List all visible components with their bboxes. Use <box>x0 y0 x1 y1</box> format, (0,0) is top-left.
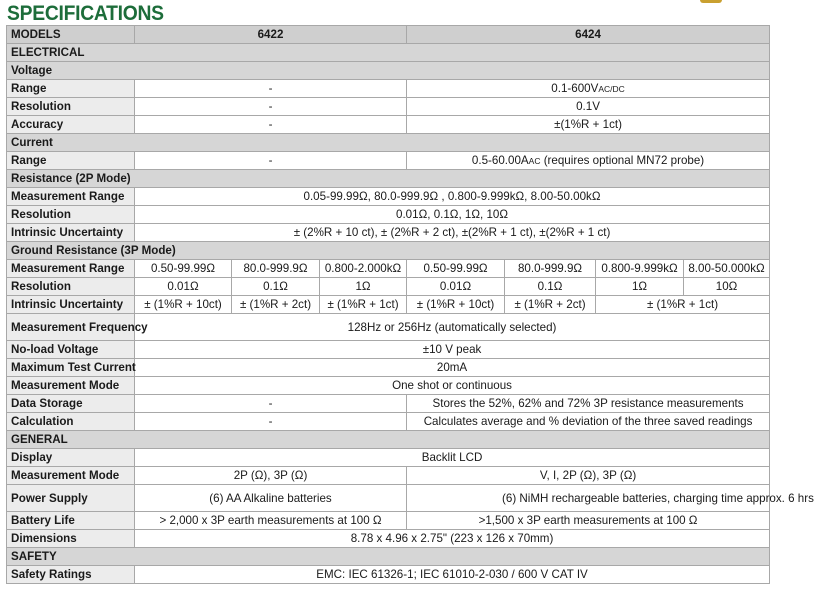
row-label: Safety Ratings <box>7 566 135 584</box>
cell-value: ± (1%R + 1ct) <box>596 296 770 314</box>
cell-6424: 0.1-600VAC/DC <box>407 80 770 98</box>
row-label: Intrinsic Uncertainty <box>7 224 135 242</box>
cell-value: 1Ω <box>596 278 684 296</box>
row-label: Measurement Range <box>7 188 135 206</box>
page-title: SPECIFICATIONS <box>7 2 164 25</box>
row-label: Measurement Range <box>7 260 135 278</box>
table-row <box>7 395 770 413</box>
cell-6424: >1,500 x 3P earth measurements at 100 Ω <box>407 512 770 530</box>
cell-value: ± (1%R + 2ct) <box>505 296 596 314</box>
table-row <box>7 224 770 242</box>
row-label: Battery Life <box>7 512 135 530</box>
table-row <box>7 260 770 278</box>
table-row <box>7 188 770 206</box>
cell-6422: - <box>135 413 407 431</box>
cell-value: 0.50-99.99Ω <box>135 260 232 278</box>
table-row <box>7 566 770 584</box>
row-label: Display <box>7 449 135 467</box>
table-row <box>7 206 770 224</box>
group-resistance-2p <box>7 170 770 188</box>
cell-6424: (6) NiMH rechargeable batteries, charging time approx. 6 hrs <box>407 485 770 512</box>
table-row <box>7 80 770 98</box>
row-label: No-load Voltage <box>7 341 135 359</box>
cell-value: ± (2%R + 10 ct), ± (2%R + 2 ct), ±(2%R + 1 ct), ±(2%R + 1 ct) <box>135 224 770 242</box>
table-row <box>7 377 770 395</box>
cell-value: 0.01Ω <box>135 278 232 296</box>
cell-value: 0.01Ω <box>407 278 505 296</box>
cell-value: 8.00-50.000kΩ <box>684 260 770 278</box>
group-current <box>7 134 770 152</box>
section-title: GENERAL <box>7 431 770 449</box>
row-label: Maximum Test Current <box>7 359 135 377</box>
cell-6422: - <box>135 98 407 116</box>
cell-value: 0.1Ω <box>505 278 596 296</box>
table-row <box>7 296 770 314</box>
table-row <box>7 341 770 359</box>
group-title: Current <box>7 134 770 152</box>
row-label: Resolution <box>7 206 135 224</box>
section-title: ELECTRICAL <box>7 44 770 62</box>
cell-value: 0.50-99.99Ω <box>407 260 505 278</box>
cell-value: 80.0-999.9Ω <box>505 260 596 278</box>
group-voltage <box>7 62 770 80</box>
row-label: Measurement Mode <box>7 377 135 395</box>
model-6422-header: 6422 <box>135 26 407 44</box>
table-row <box>7 98 770 116</box>
group-title: Resistance (2P Mode) <box>7 170 770 188</box>
row-label: Measurement Frequency <box>7 314 135 341</box>
row-label: Dimensions <box>7 530 135 548</box>
section-electrical <box>7 44 770 62</box>
cell-6424: ±(1%R + 1ct) <box>407 116 770 134</box>
cell-value: 0.01Ω, 0.1Ω, 1Ω, 10Ω <box>135 206 770 224</box>
cell-6424: 0.1V <box>407 98 770 116</box>
cell-value: EMC: IEC 61326-1; IEC 61010-2-030 / 600 V CAT IV <box>135 566 770 584</box>
table-row <box>7 413 770 431</box>
table-row <box>7 152 770 170</box>
model-6424-header: 6424 <box>407 26 770 44</box>
table-row <box>7 512 770 530</box>
table-row <box>7 485 770 512</box>
row-label: Resolution <box>7 278 135 296</box>
cell-6422: - <box>135 395 407 413</box>
cell-value: One shot or continuous <box>135 377 770 395</box>
group-title: Ground Resistance (3P Mode) <box>7 242 770 260</box>
cell-6424: V, I, 2P (Ω), 3P (Ω) <box>407 467 770 485</box>
row-label: Measurement Mode <box>7 467 135 485</box>
cell-value: 8.78 x 4.96 x 2.75" (223 x 126 x 70mm) <box>135 530 770 548</box>
section-title: SAFETY <box>7 548 770 566</box>
header-row <box>7 26 770 44</box>
cell-value: 0.800-2.000kΩ <box>320 260 407 278</box>
cell-value: ± (1%R + 2ct) <box>232 296 320 314</box>
table-row <box>7 278 770 296</box>
row-label: Calculation <box>7 413 135 431</box>
cell-value: ± (1%R + 10ct) <box>407 296 505 314</box>
table-row <box>7 359 770 377</box>
cell-value: 0.05-99.99Ω, 80.0-999.9Ω , 0.800-9.999kΩ, 8.00-50.00kΩ <box>135 188 770 206</box>
row-label: Resolution <box>7 98 135 116</box>
cell-value: 1Ω <box>320 278 407 296</box>
cell-value: Backlit LCD <box>135 449 770 467</box>
cell-6424: 0.5-60.00AAC (requires optional MN72 probe) <box>407 152 770 170</box>
table-row <box>7 314 770 341</box>
cell-value: 0.800-9.999kΩ <box>596 260 684 278</box>
brand-mark <box>700 0 722 3</box>
table-row <box>7 467 770 485</box>
cell-value: 80.0-999.9Ω <box>232 260 320 278</box>
cell-value: ± (1%R + 10ct) <box>135 296 232 314</box>
row-label: Range <box>7 152 135 170</box>
row-label: Power Supply <box>7 485 135 512</box>
section-general <box>7 431 770 449</box>
cell-value: 128Hz or 256Hz (automatically selected) <box>135 314 770 341</box>
cell-6422: - <box>135 116 407 134</box>
row-label: Accuracy <box>7 116 135 134</box>
cell-6422: - <box>135 80 407 98</box>
cell-value: 10Ω <box>684 278 770 296</box>
cell-value: 20mA <box>135 359 770 377</box>
row-label: Intrinsic Uncertainty <box>7 296 135 314</box>
cell-6422: - <box>135 152 407 170</box>
cell-6422: > 2,000 x 3P earth measurements at 100 Ω <box>135 512 407 530</box>
section-safety <box>7 548 770 566</box>
table-row <box>7 116 770 134</box>
table-row <box>7 530 770 548</box>
models-label: MODELS <box>7 26 135 44</box>
cell-6424: Stores the 52%, 62% and 72% 3P resistance measurements <box>407 395 770 413</box>
row-label: Data Storage <box>7 395 135 413</box>
row-label: Range <box>7 80 135 98</box>
group-title: Voltage <box>7 62 770 80</box>
cell-6422: 2P (Ω), 3P (Ω) <box>135 467 407 485</box>
cell-value: 0.1Ω <box>232 278 320 296</box>
cell-value: ±10 V peak <box>135 341 770 359</box>
group-resistance-3p <box>7 242 770 260</box>
specifications-table <box>6 25 814 584</box>
table-row <box>7 449 770 467</box>
cell-value: ± (1%R + 1ct) <box>320 296 407 314</box>
cell-6422: (6) AA Alkaline batteries <box>135 485 407 512</box>
cell-6424: Calculates average and % deviation of the three saved readings <box>407 413 770 431</box>
